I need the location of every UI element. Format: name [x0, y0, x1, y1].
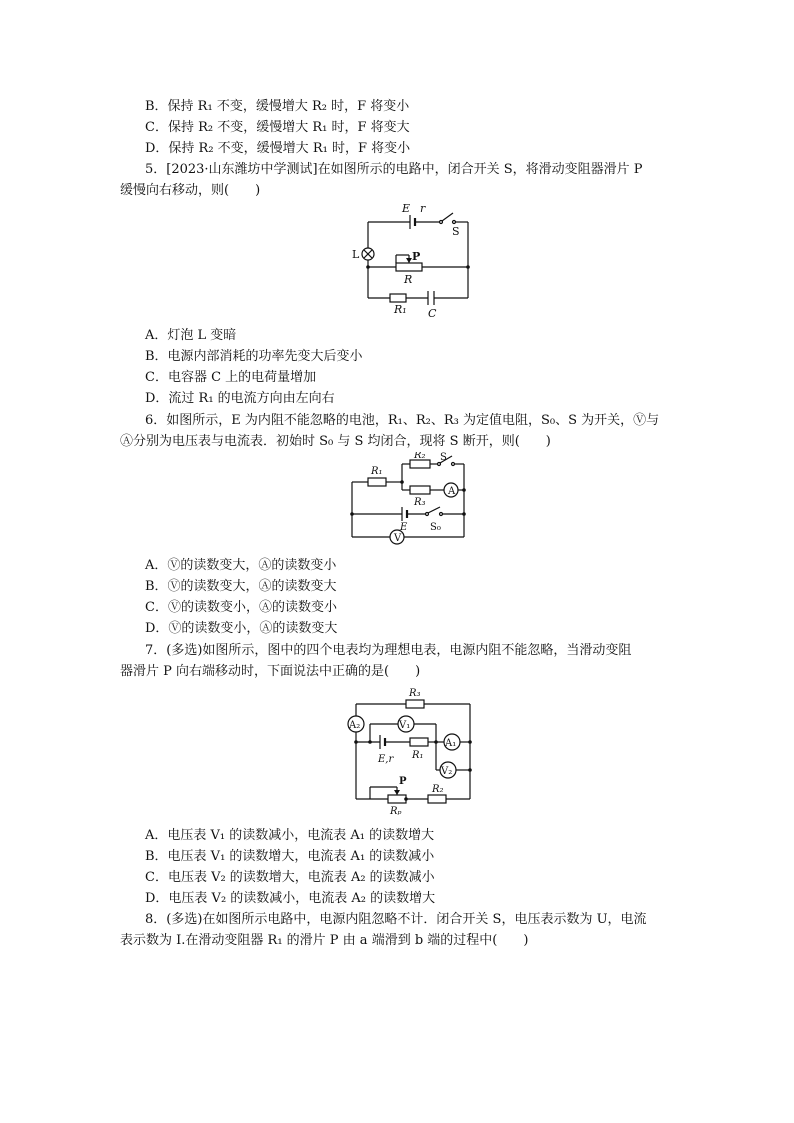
q7-option-d: D．电压表 V₂ 的读数减小，电流表 A₂ 的读数增大: [145, 891, 436, 906]
q6-option-a: A．Ⓥ的读数变大，Ⓐ的读数变小: [145, 558, 337, 573]
q7-label-r1: R₁: [412, 750, 424, 761]
q5-label-e: E: [402, 202, 411, 215]
q7-label-r2: R₂: [432, 784, 444, 795]
q6-label-s: S: [440, 452, 447, 463]
q7-voltmeter-v1-label: V₁: [399, 720, 411, 731]
q4-option-b: B．保持 R₁ 不变，缓慢增大 R₂ 时，F 将变小: [145, 99, 410, 114]
q5-option-b: B．电源内部消耗的功率先变大后变小: [145, 349, 363, 364]
q5-stem-line2: 缓慢向右移动，则( ): [120, 183, 261, 198]
q5-option-c: C．电容器 C 上的电荷量增加: [145, 370, 317, 385]
q7-circuit-diagram: [340, 684, 480, 816]
q7-ammeter-a1-label: A₁: [445, 738, 457, 749]
q7-ammeter-a2-label: A₂: [349, 720, 361, 731]
q8-stem-line1: 8．(多选)在如图所示电路中，电源内阻忽略不计．闭合开关 S，电压表示数为 U，电流: [145, 912, 647, 927]
q5-label-s: S: [452, 225, 460, 238]
q5-label-p: P: [412, 250, 421, 263]
q5-label-l: L: [352, 248, 360, 261]
q6-label-r2: R₂: [414, 452, 426, 461]
q5-option-a: A．灯泡 L 变暗: [145, 328, 237, 343]
q5-label-r: r: [420, 202, 426, 215]
q7-label-r3: R₃: [409, 688, 421, 699]
q6-label-e: E: [400, 522, 408, 533]
q6-label-r1: R₁: [371, 466, 383, 477]
q7-option-b: B．电压表 V₁ 的读数增大，电流表 A₁ 的读数减小: [145, 849, 435, 864]
q7-label-rp: Rₚ: [390, 806, 402, 816]
q6-circuit-diagram: [340, 452, 480, 552]
q6-label-s0: S₀: [430, 522, 441, 533]
q6-stem-line2: Ⓐ分别为电压表与电流表．初始时 S₀ 与 S 均闭合，现将 S 断开，则( ): [120, 434, 551, 449]
q5-option-d: D．流过 R₁ 的电流方向由左向右: [145, 391, 335, 406]
q7-option-c: C．电压表 V₂ 的读数增大，电流表 A₂ 的读数减小: [145, 870, 435, 885]
q4-option-c: C．保持 R₂ 不变，缓慢增大 R₁ 时，F 将变大: [145, 120, 410, 135]
q7-voltmeter-v2-label: V₂: [441, 766, 453, 777]
q6-option-d: D．Ⓥ的读数变小，Ⓐ的读数变大: [145, 621, 338, 636]
q5-label-c: C: [428, 307, 437, 320]
q7-label-p: P: [399, 776, 407, 787]
q6-option-b: B．Ⓥ的读数变大，Ⓐ的读数变大: [145, 579, 337, 594]
q7-option-a: A．电压表 V₁ 的读数减小，电流表 A₁ 的读数增大: [145, 828, 435, 843]
q5-label-r1: R₁: [394, 303, 407, 316]
q7-stem-line1: 7．(多选)如图所示，图中的四个电表均为理想电表，电源内阻不能忽略，当滑动变阻: [145, 643, 632, 658]
q6-option-c: C．Ⓥ的读数变小，Ⓐ的读数变小: [145, 600, 337, 615]
q8-stem-line2: 表示数为 I.在滑动变阻器 R₁ 的滑片 P 由 a 端滑到 b 端的过程中( ): [120, 933, 529, 948]
q6-label-r3: R₃: [414, 497, 426, 508]
q5-circuit-diagram: [340, 200, 480, 322]
q5-stem-line1: 5．[2023·山东潍坊中学测试]在如图所示的电路中，闭合开关 S，将滑动变阻器滑片 P: [145, 162, 643, 177]
q4-option-d: D．保持 R₂ 不变，缓慢增大 R₁ 时，F 将变小: [145, 141, 411, 156]
q5-label-r-rheostat: R: [404, 273, 413, 286]
q6-voltmeter-label: V: [394, 533, 402, 544]
q7-stem-line2: 器滑片 P 向右端移动时，下面说法中正确的是( ): [120, 664, 421, 679]
q6-ammeter-label: A: [448, 486, 456, 497]
q7-label-er: E,r: [378, 754, 394, 765]
q6-stem-line1: 6．如图所示，E 为内阻不能忽略的电池，R₁、R₂、R₃ 为定值电阻，S₀、S 为开关，Ⓥ与: [145, 413, 660, 428]
